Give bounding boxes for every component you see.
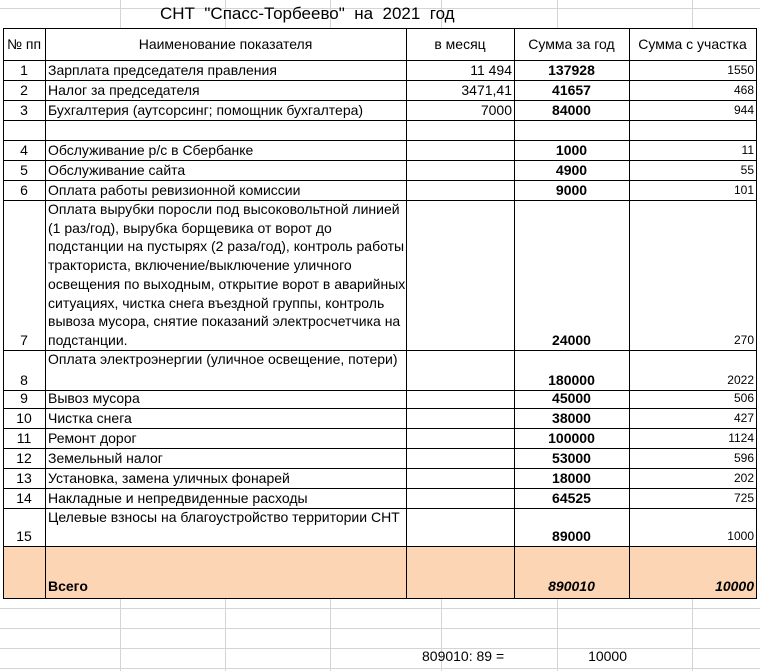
- row-year-sum: 180000: [548, 372, 595, 388]
- row-name: Обслуживание р/с в Сбербанке: [48, 142, 254, 158]
- row-monthly: 3471,41: [461, 82, 512, 98]
- row-year-sum: 9000: [555, 182, 588, 198]
- row-monthly: [406, 408, 514, 428]
- footer-result: 10000: [588, 648, 627, 664]
- row-plot-sum: 468: [733, 83, 754, 97]
- row-monthly: [406, 488, 514, 508]
- header-name: Наименование показателя: [138, 36, 313, 52]
- row-num: 13: [16, 470, 32, 486]
- row-num: 11: [16, 430, 32, 446]
- row-year-sum: 89000: [552, 528, 591, 544]
- row-plot-sum: 270: [733, 333, 754, 347]
- row-num: 7: [20, 332, 28, 348]
- row-num: 15: [16, 528, 32, 544]
- header-plot-sum: Сумма с участка: [638, 36, 747, 52]
- row-year-sum: 64525: [552, 490, 591, 506]
- row-year-sum: 1000: [555, 142, 588, 158]
- row-num: 4: [20, 142, 28, 158]
- sheet-title: СНТ "Спасс-Торбеево" на 2021 год: [160, 4, 455, 23]
- row-year-sum: 38000: [552, 410, 591, 426]
- row-plot-sum: 1000: [727, 529, 754, 543]
- row-year-sum: 84000: [552, 102, 591, 118]
- row-name: Оплата работы ревизионной комиссии: [48, 182, 301, 198]
- row-plot-sum: 1550: [727, 63, 754, 77]
- row-plot-sum: 427: [733, 411, 754, 425]
- row-monthly: [406, 160, 514, 180]
- row-plot-sum: 1124: [728, 431, 754, 445]
- row-num: 3: [20, 102, 28, 118]
- footer-formula: 809010: 89 =: [422, 648, 505, 664]
- row-name: Ремонт дорог: [48, 430, 137, 446]
- row-num: 14: [16, 490, 32, 506]
- row-plot-sum: 55: [740, 163, 754, 177]
- row-name: Целевые взносы на благоустройство территории СНТ: [48, 509, 400, 525]
- row-year-sum: 4900: [555, 162, 588, 178]
- header-monthly: в месяц: [434, 36, 486, 52]
- row-year-sum: 18000: [552, 470, 591, 486]
- row-year-sum: 100000: [548, 430, 595, 446]
- row-year-sum: 137928: [548, 62, 595, 78]
- row-monthly: [406, 448, 514, 468]
- row-monthly: [406, 140, 514, 160]
- row-num: 1: [20, 62, 28, 78]
- row-name: Налог за председателя: [48, 82, 200, 98]
- row-name: Чистка снега: [48, 410, 132, 426]
- row-monthly: [406, 180, 514, 200]
- total-plot-sum: 10000: [715, 578, 754, 594]
- row-monthly: [406, 200, 514, 350]
- row-name: Оплата электроэнергии (уличное освещение, потери): [48, 351, 398, 367]
- row-year-sum: 41657: [552, 82, 591, 98]
- row-name: Накладные и непредвиденные расходы: [48, 490, 308, 506]
- row-name: Вывоз мусора: [48, 390, 140, 406]
- row-monthly: 11 494: [470, 62, 512, 78]
- row-plot-sum: 2022: [727, 373, 754, 387]
- row-year-sum: 53000: [552, 450, 591, 466]
- header-year-sum: Сумма за год: [528, 36, 615, 52]
- row-year-sum: 24000: [552, 332, 591, 348]
- row-name: Бухгалтерия (аутсорсинг; помощник бухгалтера): [48, 102, 364, 118]
- row-num: 6: [20, 182, 28, 198]
- row-num: 2: [20, 82, 28, 98]
- row-plot-sum: 202: [733, 471, 754, 485]
- row-num: 12: [16, 450, 32, 466]
- row-plot-sum: 506: [733, 391, 754, 405]
- row-name: Оплата вырубки поросли под высоковольтной линией (1 раз/год), вырубка борщевика от ворот до подстанции на пустырях (2 раза/год), контроль работы тракториста, включение/выключение уличного освещения по выходным, открытие ворот в аварийных ситуациях, чистка снега въездной группы, контроль вывоза мусора, снятие показаний электросчетчика на подстанции.: [48, 201, 406, 348]
- total-year-sum: 890010: [548, 578, 595, 594]
- row-num: 8: [20, 372, 28, 388]
- row-num: 5: [20, 162, 28, 178]
- total-label: Всего: [48, 578, 88, 594]
- row-num: 10: [16, 410, 32, 426]
- row-plot-sum: 944: [733, 103, 754, 117]
- row-name: Земельный налог: [48, 450, 163, 466]
- row-plot-sum: 725: [733, 491, 754, 505]
- row-monthly: [406, 390, 514, 408]
- row-plot-sum: 596: [733, 451, 754, 465]
- row-year-sum: 45000: [552, 390, 591, 406]
- row-plot-sum: 11: [741, 143, 754, 157]
- header-num: № пп: [6, 36, 42, 52]
- row-name: Установка, замена уличных фонарей: [48, 470, 290, 486]
- row-name: Обслуживание сайта: [48, 162, 186, 178]
- row-monthly: [406, 468, 514, 488]
- row-monthly: [406, 508, 514, 546]
- row-num: 9: [20, 390, 28, 406]
- row-monthly: [406, 350, 514, 390]
- row-monthly: 7000: [480, 102, 512, 118]
- row-plot-sum: 101: [733, 183, 754, 197]
- row-name: Зарплата председателя правления: [48, 62, 277, 78]
- row-monthly: [406, 428, 514, 448]
